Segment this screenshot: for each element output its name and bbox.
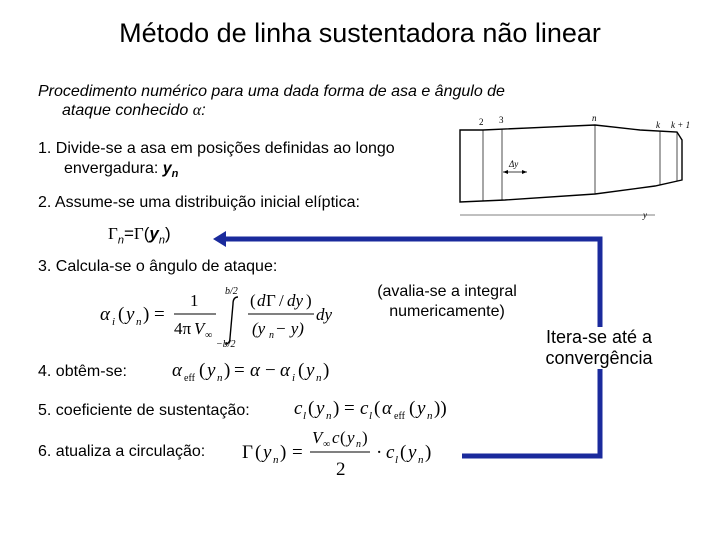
ai-den: (y (252, 319, 266, 338)
ai-num-close: ) (306, 291, 312, 310)
step-1-y: y (162, 160, 172, 177)
ai-slash: / (279, 291, 284, 310)
step-2: 2. Assume-se uma distribuição inicial elíptica: (38, 194, 360, 211)
gu-cl-y: y (408, 442, 417, 463)
aeff-close-2: ) (323, 360, 330, 381)
gu-num-close: ) (362, 428, 368, 447)
ai-inf: ∞ (205, 330, 213, 341)
gu-sub-n: n (273, 454, 279, 466)
aeff-alpha-i: α (280, 360, 290, 381)
gamma-equals: = (123, 224, 134, 243)
gu-c: c (332, 428, 340, 447)
label-k: k (656, 120, 660, 130)
cl-sub-eff: eff (394, 411, 405, 422)
gu-V: V (312, 428, 323, 447)
intro-colon: : (201, 102, 206, 119)
note-line-2: numericamente) (389, 303, 505, 320)
cl-y: y (316, 398, 325, 419)
intro-line-2-text: ataque conhecido (62, 102, 193, 119)
gamma-y: y (149, 224, 159, 243)
ai-lower-limit: −b/2 (216, 339, 236, 348)
gu-num-sub-n: n (356, 439, 361, 450)
iterate-line-2: convergência (545, 348, 653, 368)
gu-dot: · (376, 442, 383, 463)
aeff-sub-i: i (292, 372, 296, 384)
iterate-line-1: Itera-se até a (545, 327, 653, 347)
iteration-loop-arrowhead (213, 231, 226, 247)
intro-line-1: Procedimento numérico para uma dada forma de asa e ângulo de (38, 83, 505, 100)
ai-dy-num: dy (287, 291, 304, 310)
alpha-symbol: α (192, 102, 202, 119)
gu-two: 2 (336, 459, 346, 480)
ai-sub-n: n (136, 316, 142, 328)
gamma-sub-n-2: n (158, 234, 165, 247)
gu-open: ( (255, 442, 262, 463)
cl-close: ) (333, 398, 340, 419)
aeff-open-2: ( (298, 360, 305, 381)
aeff-sub-n: n (217, 372, 223, 384)
cl-close-double: )) (434, 398, 447, 419)
aeff-close: ) (224, 360, 231, 381)
step-1-text: envergadura: (64, 160, 163, 177)
ai-alpha: α (100, 304, 110, 325)
aeff-y-2: y (306, 360, 315, 381)
label-y: y (643, 210, 647, 220)
aeff-open: ( (199, 360, 206, 381)
gamma-sub-n-1: n (117, 234, 124, 247)
ai-num-open: ( (250, 291, 256, 310)
cl-inner-sub-n: n (427, 410, 433, 422)
ai-dy-end: dy (316, 305, 333, 324)
ai-Gamma: Γ (266, 291, 276, 310)
ai-den-rest: − y) (275, 319, 304, 338)
ai-upper-limit: b/2 (225, 286, 238, 297)
aeff-rhs-alpha: α (250, 360, 260, 381)
gamma-symbol-2: Γ (133, 224, 144, 243)
gu-num-open: ( (340, 428, 346, 447)
cl-sub-l: l (303, 410, 307, 422)
note-line-1: (avalia-se a integral (377, 283, 517, 300)
ai-V: V (194, 319, 205, 338)
cl-open: ( (308, 398, 315, 419)
cl-equals: = (344, 398, 355, 419)
label-3: 3 (499, 115, 504, 125)
gamma-symbol-1: Γ (108, 224, 118, 243)
aeff-y: y (207, 360, 216, 381)
gu-cl-open: ( (400, 442, 407, 463)
label-2: 2 (479, 117, 484, 127)
gamma-close: ) (164, 224, 171, 243)
gu-cl: c (386, 442, 395, 463)
cl-alpha: α (382, 398, 392, 419)
aeff-minus: − (265, 360, 276, 381)
gu-y: y (263, 442, 272, 463)
gu-cl-close: ) (425, 442, 432, 463)
step-3: 3. Calcula-se o ângulo de ataque: (38, 258, 278, 275)
label-k-plus-1: k + 1 (671, 120, 691, 130)
ai-close: ) (143, 304, 150, 325)
cl-inner-open: ( (409, 398, 416, 419)
gu-close: ) (280, 442, 287, 463)
step-1-line-1: 1. Divide-se a asa em posições definidas ao longo (38, 140, 395, 157)
label-dy: Δy (509, 159, 519, 169)
gu-num-y: y (347, 428, 355, 447)
ai-sub-i: i (112, 316, 116, 328)
aeff-equals: = (234, 360, 245, 381)
cl-c: c (294, 398, 303, 419)
cl-rhs-c: c (360, 398, 369, 419)
iterate-label (534, 327, 664, 369)
ai-one: 1 (190, 291, 199, 310)
step-6: 6. atualiza a circulação: (38, 443, 206, 460)
ai-y: y (126, 304, 135, 325)
gu-equals: = (292, 442, 303, 463)
ai-d: d (257, 291, 266, 310)
aeff-alpha: α (172, 360, 182, 381)
ai-den-sub-n: n (269, 330, 274, 341)
step-5: 5. coeficiente de sustentação: (38, 402, 250, 419)
ai-open: ( (118, 304, 125, 325)
ai-four-pi: 4π (174, 319, 192, 338)
aeff-sub-n-2: n (316, 372, 322, 384)
gu-cl-sub-l: l (395, 454, 399, 466)
gu-Gamma: Γ (242, 442, 253, 463)
gamma-open: ( (143, 224, 150, 243)
gu-cl-sub-n: n (418, 454, 424, 466)
cl-sub-n: n (326, 410, 332, 422)
slide-title: Método de linha sustentadora não linear (119, 18, 601, 48)
cl-rhs-sub-l: l (369, 410, 373, 422)
cl-rhs-open: ( (374, 398, 381, 419)
ai-equals: = (154, 304, 165, 325)
step-4: 4. obtêm-se: (38, 363, 127, 380)
aeff-sub-eff: eff (184, 373, 195, 384)
label-n: n (592, 113, 597, 123)
gu-inf: ∞ (323, 439, 331, 450)
cl-inner-y: y (417, 398, 426, 419)
step-1-sub-n: n (171, 168, 179, 181)
